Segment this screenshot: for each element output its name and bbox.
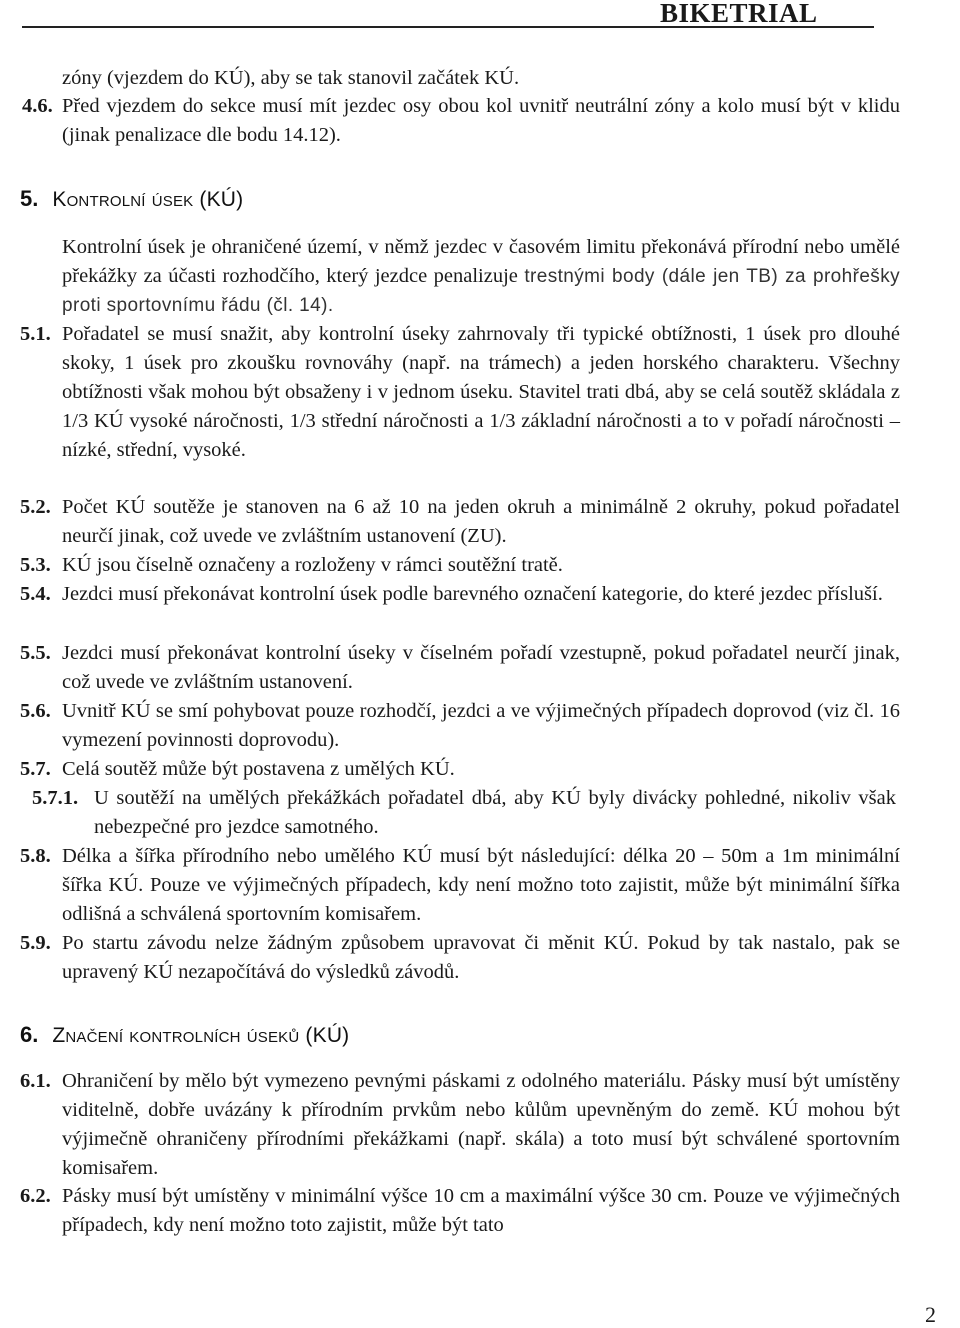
item-number-5-8: 5.8.: [20, 845, 51, 867]
section-5-intro: [62, 233, 900, 320]
item-number-5-7: 5.7.: [20, 758, 51, 780]
item-number-5-6: 5.6.: [20, 700, 51, 722]
item-text-5-3: KÚ jsou číselně označeny a rozloženy v rámci soutěžní tratě.: [62, 554, 563, 576]
item-text-5-8: Délka a šířka přírodního nebo umělého KÚ musí být následující: délka 20 – 50m a 1m minimální šířka KÚ. Pouze ve výjimečných případech, kdy není možno toto zajistit, může být minimální šířka odlišná a schválená sportovním komisařem.: [62, 845, 900, 925]
intro-continuation: zóny (vjezdem do KÚ), aby se tak stanovil začátek KÚ.: [62, 67, 520, 89]
item-text-5-7: Celá soutěž může být postavena z umělých KÚ.: [62, 758, 455, 780]
item-text-5-7-1: U soutěží na umělých překážkách pořadatel dbá, aby KÚ byly divácky pohledné, nikoliv však nebezpečné pro jezdce samotného.: [94, 787, 896, 838]
section-6-number: 6.: [20, 1022, 39, 1047]
item-text-6-2: Pásky musí být umístěny v minimální výšce 10 cm a maximální výšce 30 cm. Pouze ve výjimečných případech, kdy není možno toto zajistit, může být tato: [62, 1185, 900, 1236]
item-text-5-1: Pořadatel se musí snažit, aby kontrolní úseky zahrnovaly tři typické obtížnosti, 1 úsek pro dlouhé skoky, 1 úsek pro zkoušku rovnováhy (např. na trámech) a jeden horského charakteru. Všechny obtížnosti však mohou být obsaženy i v jednom úseku. Stavitel trati dbá, aby se celá soutěž skládala z 1/3 KÚ vysoké náročnosti, 1/3 střední náročnosti a 1/3 základní náročnosti a to v pořadí náročnosti – nízké, střední, vysoké.: [62, 323, 900, 461]
item-number-5-4: 5.4.: [20, 583, 51, 605]
section-5-heading: [20, 186, 243, 212]
section-6-heading: [20, 1022, 349, 1048]
header-title: BIKETRIAL: [660, 0, 818, 28]
item-text-5-4: Jezdci musí překonávat kontrolní úsek podle barevného označení kategorie, do které jezdec přísluší.: [62, 583, 883, 605]
item-number-5-3: 5.3.: [20, 554, 51, 576]
page-number: 2: [925, 1302, 936, 1327]
item-number-5-1: 5.1.: [20, 323, 51, 345]
section-5-title: Kontrolní úsek (KÚ): [52, 188, 244, 211]
item-text-5-5: Jezdci musí překonávat kontrolní úseky v číselném pořadí vzestupně, pokud pořadatel neurčí jinak, což uvede ve zvláštním ustanovení.: [62, 642, 900, 693]
item-text-5-2: Počet KÚ soutěže je stanoven na 6 až 10 na jeden okruh a minimálně 2 okruhy, pokud pořadatel neurčí jinak, což uvede ve zvláštním ustanovení (ZU).: [62, 496, 900, 547]
item-number-5-5: 5.5.: [20, 642, 51, 664]
item-number-5-9: 5.9.: [20, 932, 51, 954]
item-number-6-2: 6.2.: [20, 1185, 51, 1207]
item-number-5-7-1: 5.7.1.: [32, 787, 79, 809]
item-text-4-6: Před vjezdem do sekce musí mít jezdec osy obou kol uvnitř neutrální zóny a kolo musí být v klidu (jinak penalizace dle bodu 14.12).: [62, 95, 900, 146]
section-6-title: Značení kontrolních úseků (KÚ): [52, 1024, 350, 1047]
item-number-5-2: 5.2.: [20, 496, 51, 518]
section-5-intro-serif: Kontrolní úsek je ohraničené území, v němž jezdec v časovém limitu překonává přírodní nebo umělé překážky za účasti rozhodčího, který jezdce penalizuje: [62, 236, 900, 287]
item-text-6-1: Ohraničení by mělo být vymezeno pevnými páskami z odolného materiálu. Pásky musí být umístěny viditelně, dobře uvázány k přírodním prvkům nebo kůlům upevněným do země. KÚ mohou být výjimečně ohraničeny přírodními překážkami (např. skála) a toto musí být schválené sportovním komisařem.: [62, 1070, 900, 1179]
item-number-6-1: 6.1.: [20, 1070, 51, 1092]
item-text-5-6: Uvnitř KÚ se smí pohybovat pouze rozhodčí, jezdci a ve výjimečných případech doprovod (viz čl. 16 vymezení povinnosti doprovodu).: [62, 700, 900, 751]
item-text-5-9: Po startu závodu nelze žádným způsobem upravovat či měnit KÚ. Pokud by tak nastalo, pak se upravený KÚ nezapočítává do výsledků závodů.: [62, 932, 900, 983]
section-5-number: 5.: [20, 186, 39, 211]
section-5-intro-sans: trestnými body (dále jen TB) za prohřešky proti sportovnímu řádu (čl. 14).: [62, 266, 900, 316]
item-number-4-6: 4.6.: [22, 95, 53, 117]
